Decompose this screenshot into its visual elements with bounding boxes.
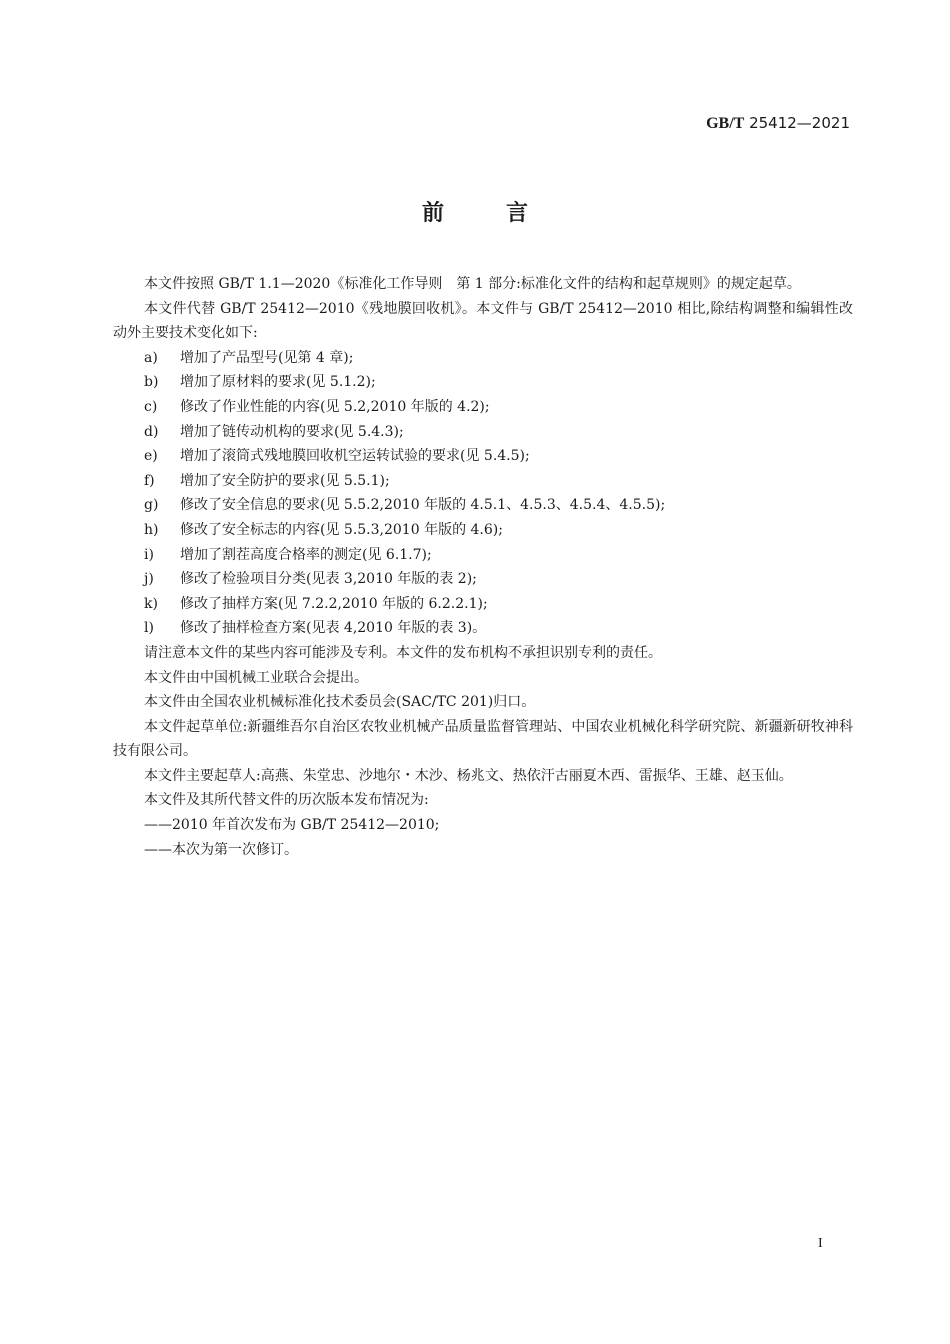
history-item: ——2010 年首次发布为 GB/T 25412—2010; xyxy=(144,817,440,834)
list-item: i) 增加了割茬高度合格率的测定(见 6.1.7); xyxy=(144,546,432,563)
list-item: h) 修改了安全标志的内容(见 5.5.3,2010 年版的 4.6); xyxy=(144,521,503,538)
title-char-2: 言 xyxy=(506,201,529,226)
list-item: l) 修改了抽样检查方案(见表 4,2010 年版的表 3)。 xyxy=(144,620,487,637)
paragraph-drafting-units: 本文件起草单位:新疆维吾尔自治区农牧业机械产品质量监督管理站、中国农业机械化科学研究院、新疆新研牧神科技有限公司。 xyxy=(113,718,853,760)
list-item: d) 增加了链传动机构的要求(见 5.4.3); xyxy=(144,423,404,440)
list-item: g) 修改了安全信息的要求(见 5.5.2,2010 年版的 4.5.1、4.5.3、4.5.4、4.5.5); xyxy=(144,497,666,514)
standard-number: 25412—2021 xyxy=(749,114,850,132)
list-item: b) 增加了原材料的要求(见 5.1.2); xyxy=(144,374,376,391)
list-item: a) 增加了产品型号(见第 4 章); xyxy=(144,349,354,366)
page-number: I xyxy=(818,1236,823,1251)
paragraph-replacement: 本文件代替 GB/T 25412—2010《残地膜回收机》。本文件与 GB/T 25412—2010 相比,除结构调整和编辑性改动外主要技术变化如下: xyxy=(113,300,853,342)
list-item: c) 修改了作业性能的内容(见 5.2,2010 年版的 4.2); xyxy=(144,398,490,415)
title-char-1: 前 xyxy=(421,201,444,226)
paragraph-patent-notice: 请注意本文件的某些内容可能涉及专利。本文件的发布机构不承担识别专利的责任。 xyxy=(144,644,662,661)
paragraph-drafters: 本文件主要起草人:高燕、朱堂忠、沙地尔・木沙、杨兆文、热依汗古丽夏木西、雷振华、王雄、赵玉仙。 xyxy=(144,767,793,784)
paragraph-proposed-by: 本文件由中国机械工业联合会提出。 xyxy=(144,669,368,686)
page-title xyxy=(0,196,950,227)
list-item: e) 增加了滚筒式残地膜回收机空运转试验的要求(见 5.4.5); xyxy=(144,448,530,465)
list-item: j) 修改了检验项目分类(见表 3,2010 年版的表 2); xyxy=(144,571,477,588)
document-body xyxy=(113,272,853,862)
list-item: k) 修改了抽样方案(见 7.2.2,2010 年版的 6.2.2.1); xyxy=(144,595,488,612)
paragraph-drafting-rules: 本文件按照 GB/T 1.1—2020《标准化工作导则 第 1 部分:标准化文件的结构和起草规则》的规定起草。 xyxy=(144,276,801,292)
changes-list xyxy=(113,346,853,641)
standard-number-header xyxy=(700,114,850,133)
paragraph-centralized-by: 本文件由全国农业机械标准化技术委员会(SAC/TC 201)归口。 xyxy=(144,694,536,711)
history-item: ——本次为第一次修订。 xyxy=(144,841,298,858)
list-item: f) 增加了安全防护的要求(见 5.5.1); xyxy=(144,472,390,489)
standard-prefix: GB/T xyxy=(706,115,745,132)
paragraph-history-intro: 本文件及其所代替文件的历次版本发布情况为: xyxy=(144,792,429,809)
